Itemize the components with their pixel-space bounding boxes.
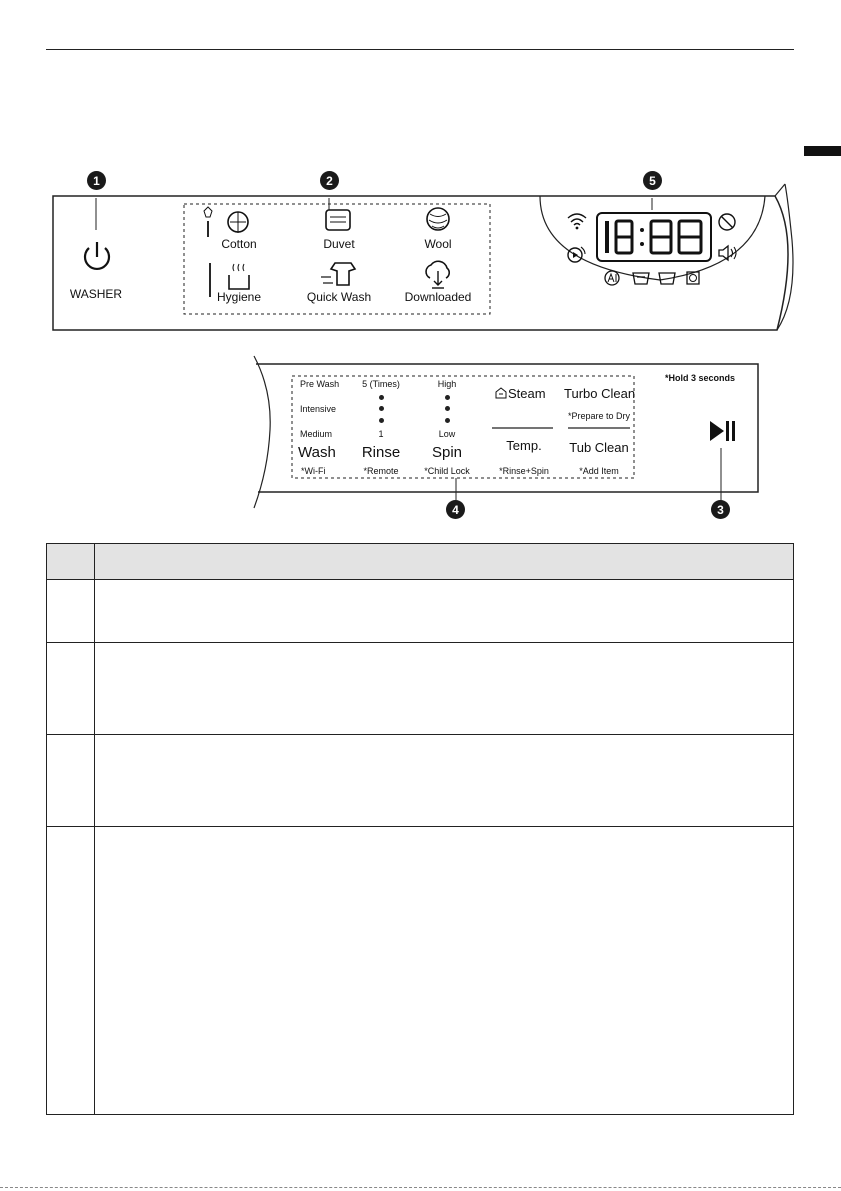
steam-icon	[494, 386, 508, 400]
spin-level-dot	[445, 418, 450, 423]
rinse-low: 1	[378, 429, 384, 439]
spin-button[interactable]: Spin	[431, 444, 463, 461]
spin-level-dot	[445, 406, 450, 411]
start-pause-icon[interactable]	[708, 419, 738, 443]
wash-top: Pre Wash	[300, 379, 340, 389]
rinse-level-dot	[379, 406, 384, 411]
ai-icon	[603, 269, 623, 287]
table-column-divider	[94, 543, 95, 1115]
table-row-divider	[46, 579, 794, 580]
downloaded-icon[interactable]	[422, 260, 454, 290]
wool-icon[interactable]	[424, 206, 454, 234]
cycle-cotton[interactable]: Cotton	[221, 237, 257, 251]
steam-button[interactable]: Steam	[508, 386, 546, 401]
rinse-level-dot	[379, 418, 384, 423]
marker-5: 5	[643, 171, 662, 190]
marker-2: 2	[320, 171, 339, 190]
table-row-divider	[46, 642, 794, 643]
description-table	[46, 543, 794, 1115]
wash-note: *Wi-Fi	[301, 466, 326, 476]
sound-icon	[717, 244, 739, 262]
marker-4: 4	[446, 500, 465, 519]
spin-low: Low	[438, 429, 456, 439]
chapter-tab	[804, 146, 841, 156]
footer-cut-line	[0, 1187, 841, 1188]
tub-clean-button[interactable]: Tub Clean	[569, 440, 629, 455]
cycle-duvet[interactable]: Duvet	[323, 237, 355, 251]
rinse-cycle-icon	[657, 270, 677, 286]
add-item-note: *Add Item	[579, 466, 619, 476]
rinse-button[interactable]: Rinse	[361, 444, 401, 461]
table-row-divider	[46, 734, 794, 735]
spin-top: High	[437, 379, 457, 389]
wash-button[interactable]: Wash	[298, 444, 336, 461]
wash-mid: Intensive	[300, 404, 337, 414]
header-rule	[46, 49, 794, 50]
rinse-note: *Remote	[363, 466, 399, 476]
cycle-quick-wash[interactable]: Quick Wash	[306, 290, 372, 304]
rinse-level-dot	[379, 395, 384, 400]
cotton-icon[interactable]	[200, 205, 250, 237]
spin-level-dot	[445, 395, 450, 400]
power-label: WASHER	[69, 287, 123, 301]
steam-note: *Rinse+Spin	[499, 466, 549, 476]
wifi-icon	[566, 212, 588, 230]
spin-cycle-icon	[684, 269, 704, 287]
marker-3: 3	[711, 500, 730, 519]
hold-note: *Hold 3 seconds	[665, 373, 736, 383]
marker-1: 1	[87, 171, 106, 190]
quick-wash-icon[interactable]	[319, 261, 359, 289]
prepare-to-dry-note: *Prepare to Dry	[567, 411, 631, 421]
time-display	[596, 212, 712, 262]
wash-cycle-icon	[631, 270, 651, 286]
power-icon[interactable]	[80, 240, 114, 276]
spin-note: *Child Lock	[424, 466, 470, 476]
rinse-top: 5 (Times)	[362, 379, 400, 389]
remote-icon	[566, 244, 588, 264]
cycle-wool[interactable]: Wool	[424, 237, 452, 251]
child-lock-icon	[717, 212, 737, 232]
turbo-clean-button[interactable]: Turbo Clean	[564, 386, 636, 401]
temp-button[interactable]: Temp.	[506, 438, 542, 453]
wash-low: Medium	[300, 429, 333, 439]
cycle-downloaded[interactable]: Downloaded	[404, 290, 472, 304]
table-row-divider	[46, 826, 794, 827]
duvet-icon[interactable]	[324, 208, 354, 234]
cycle-hygiene[interactable]: Hygiene	[216, 290, 262, 304]
